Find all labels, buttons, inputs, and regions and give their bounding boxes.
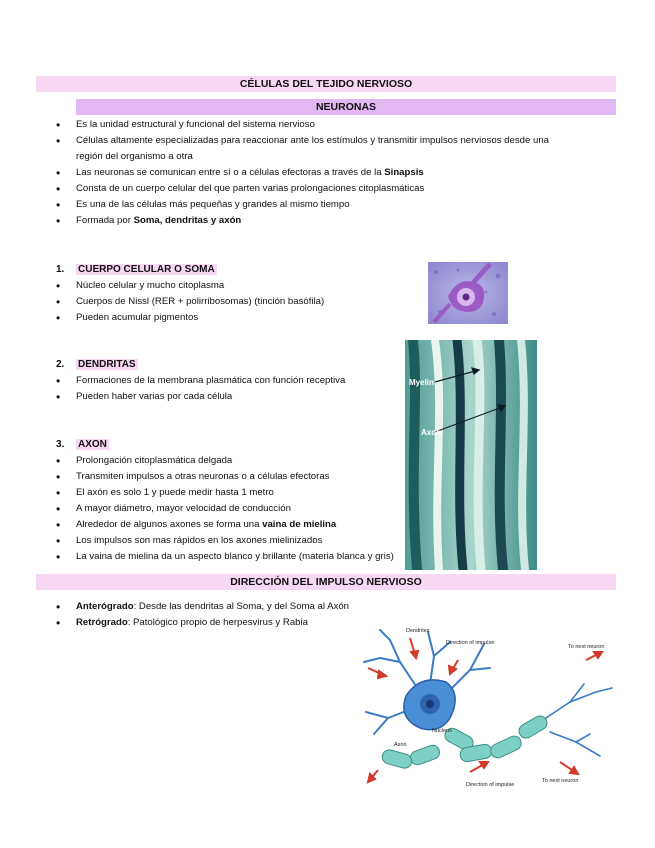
diagram-label-nucleus: Nucleus bbox=[432, 728, 452, 734]
list-item: • Formaciones de la membrana plasmática con función receptiva bbox=[54, 373, 414, 389]
intro-list bbox=[54, 117, 619, 229]
list-item: • Núcleo celular y mucho citoplasma bbox=[54, 278, 414, 294]
neuron-diagram-image bbox=[350, 622, 620, 792]
diagram-label-axon: Axon bbox=[394, 742, 407, 748]
list-item: • Los impulsos son mas rápidos en los axones mielinizados bbox=[54, 533, 474, 549]
diagram-label-to-next-neuron-bottom: To next neuron bbox=[542, 778, 579, 784]
myelin-label: Myelin bbox=[409, 378, 434, 387]
section-heading-soma: 1. CUERPO CELULAR O SOMA bbox=[56, 264, 215, 275]
diagram-label-direction-bottom: Direction of impulse bbox=[466, 782, 515, 788]
list-item: • Prolongación citoplasmática delgada bbox=[54, 453, 474, 469]
section-heading-axon: 3. AXON bbox=[56, 439, 107, 450]
list-item: • Las neuronas se comunican entre sí o a células efectoras a través de la Sinapsis bbox=[54, 165, 619, 181]
direction-list bbox=[54, 599, 374, 631]
section-heading-dendritas: 2. DENDRITAS bbox=[56, 359, 136, 370]
soma-list bbox=[54, 278, 414, 326]
soma-micrograph-image bbox=[428, 262, 508, 324]
list-item: • El axón es solo 1 y puede medir hasta 1 metro bbox=[54, 485, 474, 501]
myelin-micrograph-image bbox=[405, 340, 537, 570]
list-item: • Formada por Soma, dendritas y axón bbox=[54, 213, 619, 229]
section-subtitle-neuronas: NEURONAS bbox=[76, 99, 616, 115]
list-item: • Consta de un cuerpo celular del que parten varias prolongaciones citoplasmáticas bbox=[54, 181, 619, 197]
list-item: • Pueden haber varias por cada célula bbox=[54, 389, 414, 405]
diagram-label-direction: Direction of impulse bbox=[446, 640, 495, 646]
list-item: • La vaina de mielina da un aspecto blanco y brillante (materia blanca y gris) bbox=[54, 549, 474, 565]
diagram-label-to-next-neuron: To next neuron bbox=[568, 644, 605, 650]
list-item: • A mayor diámetro, mayor velocidad de conducción bbox=[54, 501, 474, 517]
dendritas-list bbox=[54, 373, 414, 405]
list-item: • Células altamente especializadas para reaccionar ante los estímulos y transmitir impulsos nerviosos desde una región del organismo a otra bbox=[54, 133, 619, 165]
list-item: • Anterógrado: Desde las dendritas al Soma, y del Soma al Axón bbox=[54, 599, 374, 615]
list-item: • Pueden acumular pigmentos bbox=[54, 310, 414, 326]
list-item: • Retrógrado: Patológico propio de herpesvirus y Rabia bbox=[54, 615, 374, 631]
direction-heading: DIRECCIÓN DEL IMPULSO NERVIOSO bbox=[36, 574, 616, 590]
list-item: • Alrededor de algunos axones se forma una vaina de mielina bbox=[54, 517, 474, 533]
list-item: • Es la unidad estructural y funcional del sistema nervioso bbox=[54, 117, 619, 133]
axon-label: Axon bbox=[421, 428, 441, 437]
list-item: • Cuerpos de Nissl (RER + polirribosomas) (tinción basófila) bbox=[54, 294, 414, 310]
list-item: • Es una de las células más pequeñas y grandes al mismo tiempo bbox=[54, 197, 619, 213]
page-title: CÉLULAS DEL TEJIDO NERVIOSO bbox=[36, 76, 616, 92]
diagram-label-dendrites: Dendrites bbox=[406, 628, 430, 634]
list-item: • Transmiten impulsos a otras neuronas o a células efectoras bbox=[54, 469, 474, 485]
